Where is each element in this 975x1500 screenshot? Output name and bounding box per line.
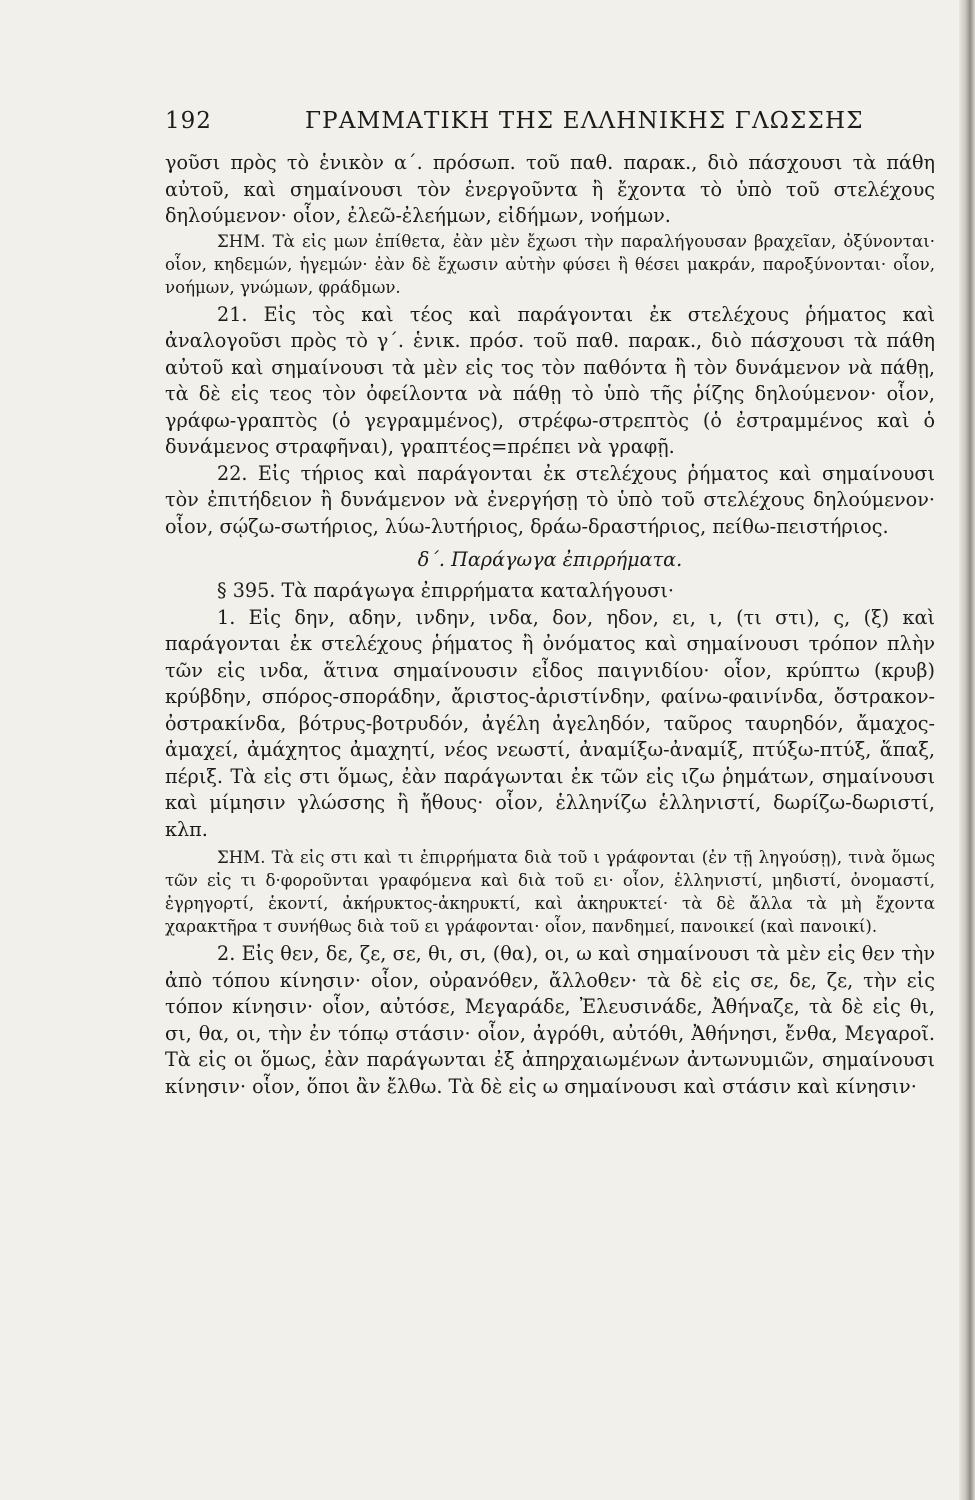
paragraph-2-adverbs: 2. Εἰς θεν, δε, ζε, σε, θι, σι, (θα), οι, ω καὶ σημαίνουσι τὰ μὲν εἰς θεν τὴν ἀπὸ τόπου κίνησιν· οἷον, οὐρανόθεν, ἄλλοθεν· τὰ δὲ εἰς σε, δε, ζε, τὴν εἰς τόπον κίνησιν· οἷον, αὐτόσε, Μεγαράδε, Ἐλευσινάδε, Ἀθήναζε, τὰ δὲ εἰς θι, σι, θα, οι, τὴν ἐν τόπῳ στάσιν· οἷον, ἀγρόθι, αὐτόθι, Ἀθήνησι, ἔνθα, Μεγαροῖ. Τὰ εἰς οι ὅμως, ἐὰν παράγωνται ἐξ ἀπηρχαιωμένων ἀντωνυμιῶν, σημαίνουσι κίνησιν· οἷον, ὅποι ἂν ἔλθω. Τὰ δὲ εἰς ω σημαίνουσι καὶ στάσιν καὶ κίνησιν· xyxy=(165,942,935,1098)
page-edge-shadow xyxy=(959,0,975,1500)
running-head-title: ΓΡΑΜΜΑΤΙΚΗ ΤΗΣ ΕΛΛΗΝΙΚΗΣ ΓΛΩΣΣΗΣ xyxy=(305,108,864,134)
section-395-heading: § 395. Τὰ παράγωγα ἐπιρρήματα καταλήγουσι· xyxy=(217,579,674,602)
note-paragraph: ΣΗΜ. Τὰ εἰς μων ἐπίθετα, ἐὰν μὲν ἔχωσι τὴν παραλήγουσαν βραχεῖαν, ὀξύνονται· οἷον, κηδεμών, ἡγεμών· ἐὰν δὲ ἔχωσιν αὐτὴν φύσει ἢ θέσει μακράν, παροξύνονται· οἷον, νοήμων, γνώμων, φράδμων. xyxy=(165,231,935,297)
paragraph-1-adverbs: 1. Εἰς δην, αδην, ινδην, ινδα, δον, ηδον, ει, ι, (τι στι), ς, (ξ) καὶ παράγονται ἐκ στελέχους ῥήματος ἢ ὀνόματος καὶ σημαίνουσι τρόπον πλὴν τῶν εἰς ινδα, ἅτινα σημαίνουσιν εἶδος παιγνιδίου· οἷον, κρύπτω (κρυβ) κρύβδην, σπόρος-σποράδην, ἄριστος-ἀριστίνδην, φαίνω-φαινίνδα, ὄστρακον-ὀστρακίνδα, βότρυς-βοτρυδόν, ἀγέλη ἀγεληδόν, ταῦρος ταυρηδόν, ἄμαχος-ἀμαχεί, ἀμάχητος ἀμαχητί, νέος νεωστί, ἀναμίξω-ἀναμίξ, πτύξω-πτύξ, ἅπαξ, πέριξ. Τὰ εἰς στι ὅμως, ἐὰν παράγωνται ἐκ τῶν εἰς ιζω ῥημάτων, σημαίνουσι καὶ μίμησιν γλώσσης ἢ ἤθους· οἷον, ἑλληνίζω ἑλληνιστί, δωρίζω-δωριστί, κλπ. xyxy=(165,605,935,841)
page-body xyxy=(165,150,935,1100)
page-number: 192 xyxy=(165,108,212,134)
section-subheading: δ΄. Παράγωγα ἐπιρρήματα. xyxy=(417,548,683,571)
paragraph-22: 22. Εἰς τήριος καὶ παράγονται ἐκ στελέχους ῥήματος καὶ σημαίνουσι τὸν ἐπιτήδειον ἢ δυνάμενον νὰ ἐνεργήσῃ τὸ ὑπὸ τοῦ στελέχους δηλούμενον· οἷον, σῴζω-σωτήριος, λύω-λυτήριος, δράω-δραστήριος, πείθω-πειστήριος. xyxy=(165,461,935,538)
note-paragraph-adverbs: ΣΗΜ. Τὰ εἰς στι καὶ τι ἐπιρρήματα διὰ τοῦ ι γράφονται (ἐν τῇ ληγούσῃ), τινὰ ὅμως τῶν εἰς τι δ·φοροῦνται γραφόμενα καὶ διὰ τοῦ ει· οἷον, ἑλληνιστί, μηδιστί, ὀνομαστί, ἐγρηγορτί, ἑκοντί, ἀκήρυκτος-ἀκηρυκτί, καὶ ἀκηρυκτεί· τὰ δὲ ἄλλα τὰ μὴ ἔχοντα χαρακτῆρα τ συνήθως διὰ τοῦ ει γράφονται· οἷον, πανδημεί, πανοικεί (καὶ πανοικί). xyxy=(165,848,935,936)
paragraph-continuation: γοῦσι πρὸς τὸ ἑνικὸν α΄. πρόσωπ. τοῦ παθ. παρακ., διὸ πάσχουσι τὰ πάθη αὐτοῦ, καὶ σημαίνουσι τὸν ἐνεργοῦντα ἢ ἔχοντα τὸ ὑπὸ τοῦ στελέχους δηλούμενον· οἷον, ἐλεῶ-ἐλεήμων, εἰδήμων, νοήμων. xyxy=(165,151,935,227)
paragraph-21: 21. Εἰς τὸς καὶ τέος καὶ παράγονται ἐκ στελέχους ῥήματος καὶ ἀναλογοῦσι πρὸς τὸ γ΄. ἑνικ. πρόσ. τοῦ παθ. παρακ., διὸ πάσχουσι τὰ πάθη αὐτοῦ καὶ σημαίνουσι τὰ μὲν εἰς τος τὸν παθόντα ἢ τὸν δυνάμενον νὰ πάθῃ, τὰ δὲ εἰς τεος τὸν ὀφείλοντα νὰ πάθῃ τὸ ὑπὸ τῆς ῥίζης δηλούμενον· οἷον, γράφω-γραπτὸς (ὁ γεγραμμένος), στρέφω-στρεπτὸς (ὁ ἐστραμμένος καὶ ὁ δυνάμενος στραφῆναι), γραπτέος=πρέπει νὰ γραφῇ. xyxy=(165,302,935,458)
running-head xyxy=(165,100,935,150)
book-page xyxy=(165,100,935,1100)
